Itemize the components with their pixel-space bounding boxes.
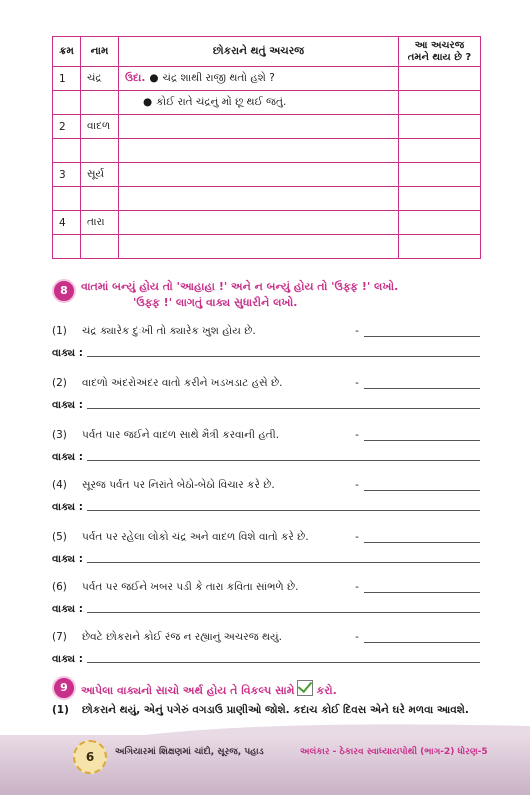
rewrite-line[interactable] (87, 460, 480, 461)
dash: - (355, 325, 359, 337)
row-name: તારા (81, 211, 119, 235)
dash: - (355, 581, 359, 593)
row-wonder-cell[interactable] (119, 67, 399, 91)
item-sentence: વાદળો અંદરોઅંદર વાતો કરીને ખડખડાટ હસે છે. (82, 376, 283, 389)
row-wonder-cell[interactable] (119, 211, 399, 235)
row-wonder-cell[interactable] (119, 139, 399, 163)
row-num: 1 (53, 67, 81, 91)
exercise-item (52, 476, 480, 494)
answer-cell[interactable] (399, 211, 481, 235)
row-name: ચંદ્ર (81, 67, 119, 91)
table-header-row (53, 37, 481, 67)
table-row (53, 139, 481, 163)
rewrite-line[interactable] (87, 662, 480, 663)
header-serial: ક્રમ (53, 37, 81, 67)
answer-line[interactable] (364, 532, 480, 543)
answer-line[interactable] (364, 582, 480, 593)
item-sentence: છેવટે છોકરાને કોઈ રંજ ન રહ્યાનું અચરજ થયું. (82, 630, 282, 643)
footer-chapter-title: અગિયારમાં શિક્ષણમાં ચાંદો, સૂરજ, પહાડ (115, 747, 264, 757)
table-row (53, 187, 481, 211)
vakya-label: વાક્ય : (52, 451, 83, 463)
section-9-heading (52, 676, 337, 700)
row-wonder-cell[interactable] (119, 91, 399, 115)
vakya-label: વાક્ય : (52, 603, 83, 615)
item-number: (5) (52, 531, 67, 543)
section-8-instruction-2: 'ઉફ્ફ !' લાગતું વાક્ય સુધારીને લખો. (133, 296, 298, 309)
sentence-rewrite (52, 602, 480, 616)
footer-book-title: અલંકાર - ઠેકારવ સ્વાધ્યાયપોથી (ભાગ-2) ધોરણ-5 (300, 747, 488, 757)
answer-line[interactable] (364, 378, 480, 389)
item-sentence: પર્વત પર જઈને ખબર પડી કે તારા કવિતા સાંભળે છે. (82, 580, 299, 593)
item-number: (6) (52, 581, 67, 593)
answer-cell[interactable] (399, 67, 481, 91)
answer-line[interactable] (364, 326, 480, 337)
example-label: ઉદા. (125, 72, 146, 84)
row-num: 4 (53, 211, 81, 235)
row-wonder-cell[interactable] (119, 115, 399, 139)
answer-cell[interactable] (399, 163, 481, 187)
row-wonder-cell[interactable] (119, 163, 399, 187)
exercise-item (52, 322, 480, 340)
answer-line[interactable] (364, 632, 480, 643)
answer-cell[interactable] (399, 115, 481, 139)
example-text: ચંદ્ર શાથી રાજી થતો હશે ? (162, 72, 275, 84)
bullet-icon: ● (149, 72, 159, 84)
item-number: (4) (52, 479, 67, 491)
rewrite-line[interactable] (87, 510, 480, 511)
exercise-item (52, 528, 480, 546)
answer-cell[interactable] (399, 91, 481, 115)
dash: - (355, 479, 359, 491)
row-wonder-cell[interactable] (119, 235, 399, 259)
exercise-item (52, 578, 480, 596)
dash: - (355, 631, 359, 643)
vakya-label: વાક્ય : (52, 653, 83, 665)
page-number: 6 (73, 740, 107, 774)
table-row (53, 235, 481, 259)
vakya-label: વાક્ય : (52, 347, 83, 359)
row-name: સૂર્ય (81, 163, 119, 187)
item-sentence: પર્વત પાર જઈને વાદળ સાથે મૈત્રી કરવાની હતી. (82, 428, 280, 441)
answer-line[interactable] (364, 430, 480, 441)
row-num: 3 (53, 163, 81, 187)
rewrite-line[interactable] (87, 356, 480, 357)
section-8-heading (52, 279, 398, 311)
table-row (53, 67, 481, 91)
header-name: નામ (81, 37, 119, 67)
table-row (53, 163, 481, 187)
item-sentence: પર્વત પર રહેલા લોકો ચંદ્ર અને વાદળ વિશે વાતો કરે છે. (82, 530, 309, 543)
exercise-item (52, 426, 480, 444)
sentence-rewrite (52, 652, 480, 666)
table-row (53, 115, 481, 139)
header-wonder: છોકરાને થતું અચરજ (119, 37, 399, 67)
item-sentence: સૂરજ પર્વત પર નિરાંતે બેઠો-બેઠો વિચાર કરે છે. (82, 478, 275, 491)
sentence-rewrite (52, 450, 480, 464)
section-9-instruction: આપેલા વાક્યનો સાચો અર્થ હોય તે વિકલ્પ સામે (81, 684, 295, 697)
row-num: 2 (53, 115, 81, 139)
row-name: વાદળ (81, 115, 119, 139)
dash: - (355, 377, 359, 389)
item-number: (1) (52, 325, 67, 337)
answer-cell[interactable] (399, 187, 481, 211)
sentence-rewrite (52, 346, 480, 360)
rewrite-line[interactable] (87, 562, 480, 563)
sentence-rewrite (52, 500, 480, 514)
exercise-item (52, 374, 480, 392)
bullet-icon: ● (143, 96, 153, 108)
answer-cell[interactable] (399, 235, 481, 259)
item-number: (1) (52, 704, 69, 716)
example-text: કોઈ રાતે ચંદ્રનું મોં છૂ થઈ જતું. (156, 96, 287, 108)
wonder-table (52, 36, 481, 259)
answer-cell[interactable] (399, 139, 481, 163)
vakya-label: વાક્ય : (52, 399, 83, 411)
table-row (53, 211, 481, 235)
row-wonder-cell[interactable] (119, 187, 399, 211)
mcq-question (52, 702, 480, 718)
vakya-label: વાક્ય : (52, 553, 83, 565)
dash: - (355, 429, 359, 441)
vakya-label: વાક્ય : (52, 501, 83, 513)
item-number: (2) (52, 377, 67, 389)
header-you-wonder: આ અચરજ તમને થાય છે ? (399, 37, 481, 67)
item-number: (7) (52, 631, 67, 643)
table-row (53, 91, 481, 115)
rewrite-line[interactable] (87, 408, 480, 409)
exercise-item (52, 628, 480, 646)
section-number-badge: 8 (52, 279, 76, 303)
sentence-rewrite (52, 552, 480, 566)
section-8-instruction-1: વાતમાં બન્યું હોય તો 'આહાહા !' અને ન બન્યું હોય તો 'ઉફ્ફ !' લખો. (81, 280, 399, 293)
dash: - (355, 531, 359, 543)
answer-line[interactable] (364, 480, 480, 491)
item-number: (3) (52, 429, 67, 441)
checkbox-tick-icon (297, 680, 313, 696)
item-sentence: ચંદ્ર ક્યારેક દુઃખી તો ક્યારેક ખુશ હોય છે. (82, 324, 256, 337)
rewrite-line[interactable] (87, 612, 480, 613)
section-number-badge: 9 (52, 676, 76, 700)
section-9-instruction-end: કરો. (316, 684, 337, 697)
sentence-rewrite (52, 398, 480, 412)
question-text: છોકરાને થયું, એનું પગેરું વગડાઉ પ્રાણીઓ જોશે. કદાચ કોઈ દિવસ એને ઘરે મળવા આવશે. (82, 704, 469, 716)
